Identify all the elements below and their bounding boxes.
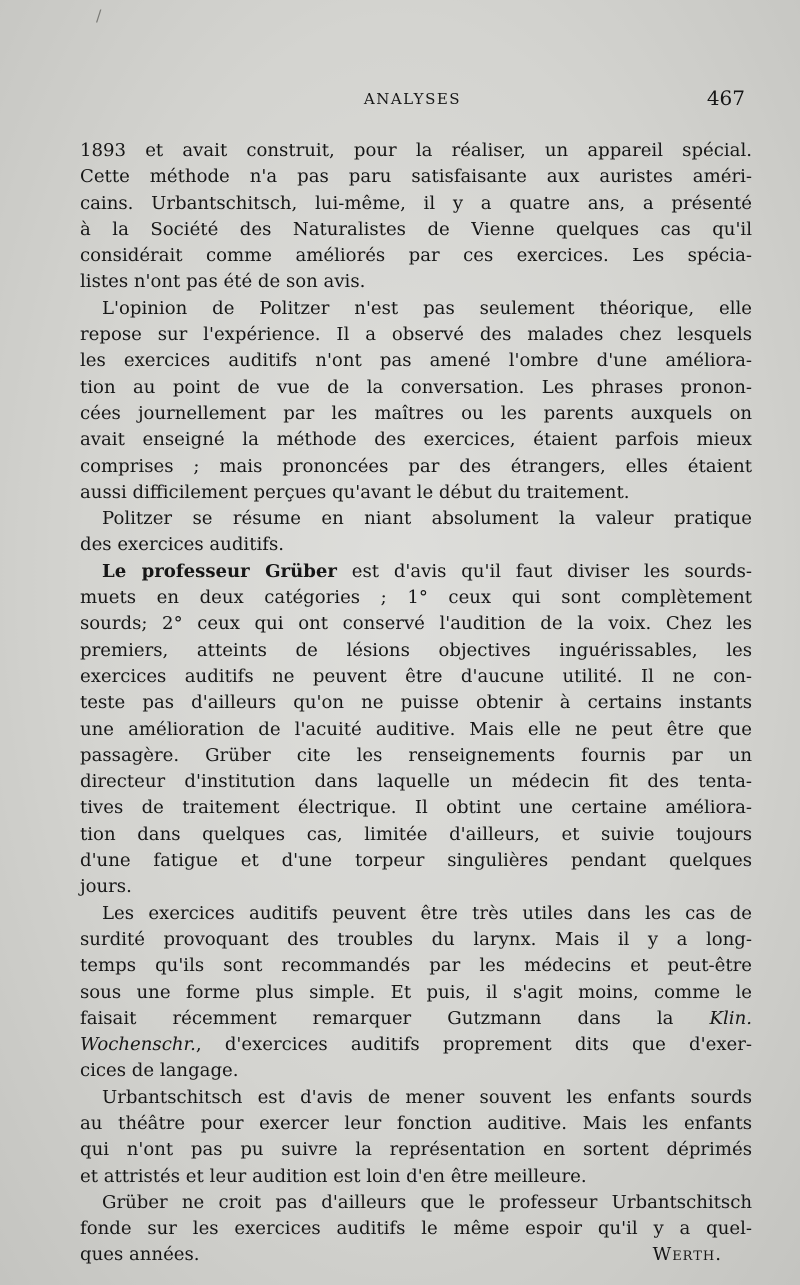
text-line: Les exercices auditifs peuvent être très utiles dans les cas de xyxy=(102,902,752,924)
paragraph-5 xyxy=(80,901,752,1085)
text-line: fonde sur les exercices auditifs le même espoir qu'il y a quel- xyxy=(80,1218,752,1240)
text-line: considérait comme améliorés par ces exercices. Les spécia- xyxy=(80,245,752,267)
text-line: à la Société des Naturalistes de Vienne quelques cas qu'il xyxy=(80,218,752,240)
text-line: passagère. Grüber cite les renseignements fournis par un xyxy=(80,744,752,766)
text-line: qui n'ont pas pu suivre la représentation en sortent déprimés xyxy=(80,1139,752,1161)
text-line: jours. xyxy=(80,876,132,898)
text-line: et attristés et leur audition est loin d'en être meilleure. xyxy=(80,1165,587,1187)
text-line: listes n'ont pas été de son avis. xyxy=(80,271,366,293)
paragraph-4 xyxy=(80,559,752,901)
text-line: une amélioration de l'acuité auditive. Mais elle ne peut être que xyxy=(80,718,752,740)
paragraph-3 xyxy=(80,506,752,559)
text-line: avait enseigné la méthode des exercices, étaient parfois mieux xyxy=(80,429,752,451)
text-line: repose sur l'expérience. Il a observé des malades chez lesquels xyxy=(80,324,752,346)
text-fragment: est d'avis qu'il faut diviser les sourds- xyxy=(336,560,752,582)
text-line: premiers, atteints de lésions objectives inguérissables, les xyxy=(80,639,752,661)
paragraph-7 xyxy=(80,1190,752,1269)
text-line: 1893 et avait construit, pour la réaliser, un appareil spécial. xyxy=(80,140,752,161)
paragraph-1 xyxy=(80,138,752,296)
text-line: surdité provoquant des troubles du larynx. Mais il y a long- xyxy=(80,928,752,950)
page-number: 467 xyxy=(706,86,745,110)
text-fragment: faisait récemment remarquer Gutzmann dans la xyxy=(80,1007,710,1029)
text-line: Cette méthode n'a pas paru satisfaisante aux auristes améri- xyxy=(80,166,752,188)
text-line: les exercices auditifs n'ont pas amené l'ombre d'une améliora- xyxy=(80,350,752,372)
text-line: directeur d'institution dans laquelle un médecin fit des tenta- xyxy=(80,771,752,793)
text-line: sous une forme plus simple. Et puis, il s'agit moins, comme le xyxy=(80,981,752,1003)
text-line: tion au point de vue de la conversation. Les phrases pronon- xyxy=(80,376,752,398)
text-line: muets en deux catégories ; 1° ceux qui sont complètement xyxy=(80,587,752,609)
bold-name-professeur-gruber: Le professeur Grüber xyxy=(102,560,337,582)
text-line: d'une fatigue et d'une torpeur singulières pendant quelques xyxy=(80,850,752,872)
author-signature: Werth. xyxy=(652,1244,722,1266)
journal-title-italic: Wochenschr. xyxy=(80,1034,196,1056)
text-line xyxy=(80,1006,752,1032)
text-line xyxy=(80,559,752,585)
page-header xyxy=(80,86,745,118)
text-fragment: ques années. xyxy=(80,1244,200,1266)
text-line: Grüber ne croit pas d'ailleurs que le professeur Urbantschitsch xyxy=(102,1191,752,1213)
running-title: ANALYSES xyxy=(363,90,462,108)
text-line: sourds; 2° ceux qui ont conservé l'audition de la voix. Chez les xyxy=(80,613,752,635)
text-fragment: , d'exercices auditifs proprement dits que d'exer- xyxy=(195,1034,752,1056)
text-line: cains. Urbantschitsch, lui-même, il y a quatre ans, a présenté xyxy=(80,192,752,214)
text-line xyxy=(80,1242,752,1268)
text-line: aussi difficilement perçues qu'avant le début du traitement. xyxy=(80,481,630,503)
paragraph-6 xyxy=(80,1085,752,1190)
text-line: L'opinion de Politzer n'est pas seulement théorique, elle xyxy=(102,297,752,319)
text-line: cices de langage. xyxy=(80,1060,239,1082)
text-line: tives de traitement électrique. Il obtint une certaine améliora- xyxy=(80,797,752,819)
text-line: teste pas d'ailleurs qu'on ne puisse obtenir à certains instants xyxy=(80,692,752,714)
text-line: temps qu'ils sont recommandés par les médecins et peut-être xyxy=(80,955,752,977)
text-line xyxy=(80,1032,752,1058)
paragraph-2 xyxy=(80,296,752,506)
text-line: au théâtre pour exercer leur fonction auditive. Mais les enfants xyxy=(80,1112,752,1134)
text-line: des exercices auditifs. xyxy=(80,534,284,556)
journal-title-italic: Klin. xyxy=(709,1007,752,1029)
text-line: exercices auditifs ne peuvent être d'aucune utilité. Il ne con- xyxy=(80,665,752,687)
text-line: Urbantschitsch est d'avis de mener souvent les enfants sourds xyxy=(102,1086,752,1108)
text-line: cées journellement par les maîtres ou les parents auxquels on xyxy=(80,402,752,424)
text-line: Politzer se résume en niant absolument la valeur pratique xyxy=(102,508,752,530)
text-line: tion dans quelques cas, limitée d'ailleurs, et suivie toujours xyxy=(80,823,752,845)
scan-speck-mark: / xyxy=(96,6,102,25)
body-text xyxy=(80,138,752,1269)
text-line: comprises ; mais prononcées par des étrangers, elles étaient xyxy=(80,455,752,477)
